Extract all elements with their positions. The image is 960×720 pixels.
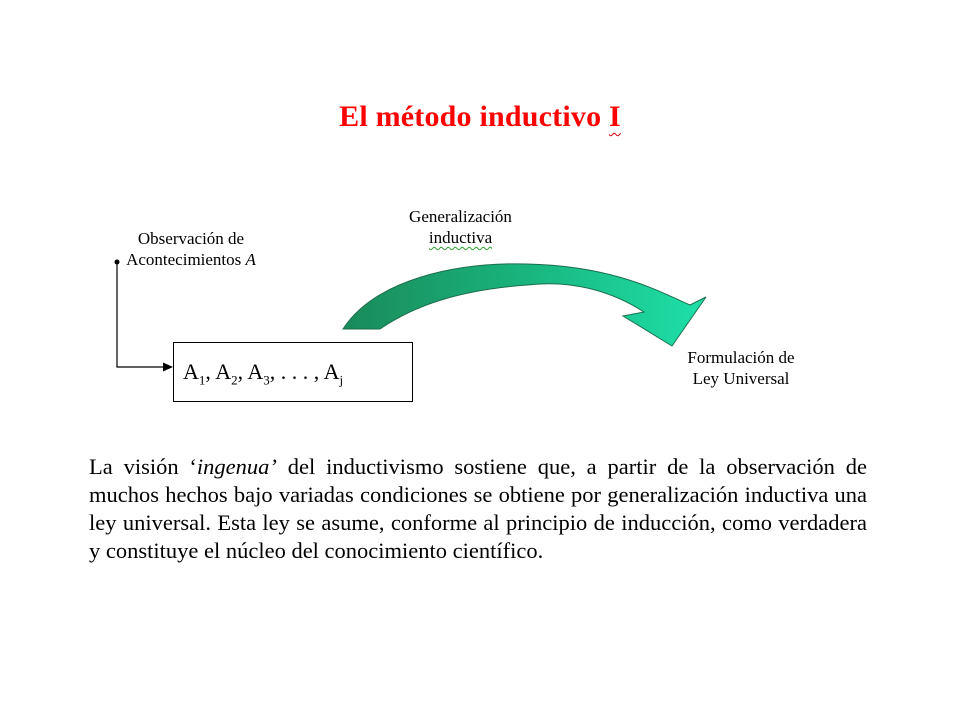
connector-arrowhead	[163, 363, 173, 372]
observation-connector	[117, 262, 165, 367]
title-numeral: I	[608, 100, 621, 133]
generalization-label	[378, 206, 543, 248]
seq-item-2: $A_2$,	[215, 359, 248, 388]
seq-item-3: $A_3$, . . . ,	[247, 359, 324, 388]
seq-item-j: $A_j$	[323, 359, 344, 388]
observation-line1: Observación de	[137, 229, 245, 248]
generalization-line1: Generalización	[409, 207, 512, 226]
formulation-label	[656, 347, 826, 389]
generalization-line2: inductiva	[428, 228, 493, 247]
seq-item-1: $A_1$,	[183, 359, 216, 388]
formulation-line2: Ley Universal	[692, 369, 790, 388]
body-paragraph: La visión ‘ingenua’ del inductivismo sostiene que, a partir de la observación de muchos hechos bajo variadas condiciones se obtiene por generalización inductiva una ley universal. Esta ley se asume, conforme al principio de inducción, como verdadera y constituye el núcleo del conocimiento científico.	[89, 454, 868, 563]
observation-variable: A	[245, 250, 256, 269]
formulation-line1: Formulación de	[687, 348, 795, 367]
title-text: El método inductivo	[339, 100, 609, 133]
observation-label	[96, 228, 286, 270]
quoted-term: ingenua’	[196, 454, 277, 479]
event-sequence-box	[173, 342, 413, 402]
observation-line2: Acontecimientos A	[126, 250, 256, 269]
generalization-arrow	[343, 264, 706, 346]
